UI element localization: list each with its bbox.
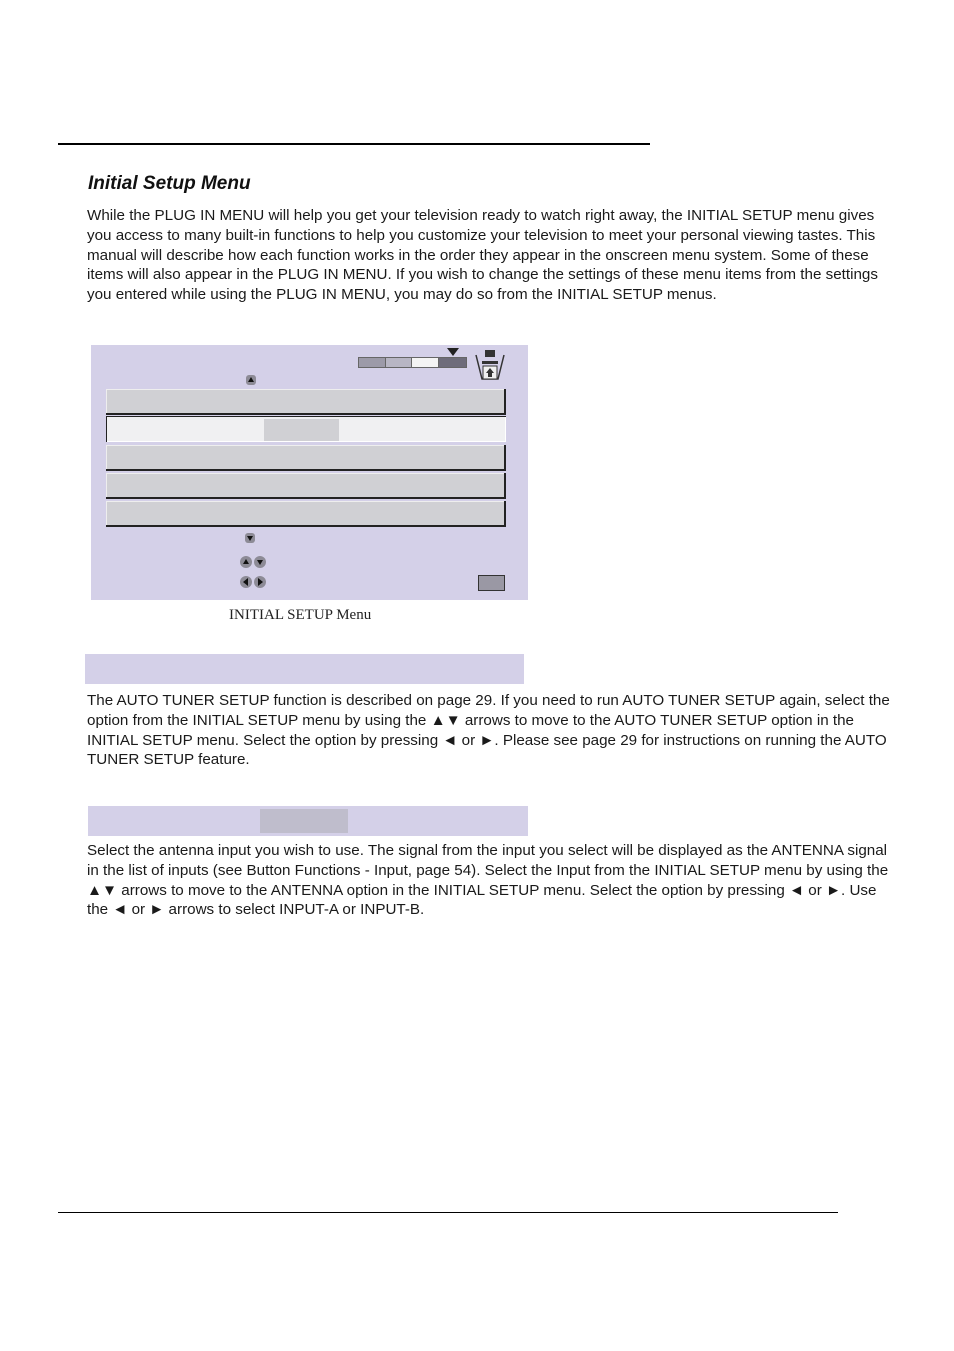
auto-tuner-setup-header-bar — [85, 654, 524, 684]
menu-row — [106, 473, 506, 499]
up-arrow-icon — [240, 556, 252, 568]
left-arrow-icon — [240, 576, 252, 588]
menu-row — [106, 501, 506, 527]
exit-button-icon — [478, 575, 505, 591]
page-title: Initial Setup Menu — [88, 173, 251, 194]
menu-tab-slot — [385, 357, 412, 368]
scroll-up-icon — [246, 375, 256, 385]
antenna-value-highlight — [260, 809, 348, 833]
antenna-header-bar — [88, 806, 528, 836]
menu-row-selected — [106, 416, 506, 442]
top-rule — [58, 143, 650, 145]
right-arrow-icon — [254, 576, 266, 588]
scroll-down-icon — [245, 533, 255, 543]
down-arrow-icon — [254, 556, 266, 568]
position-marker-icon — [447, 348, 459, 356]
bottom-rule — [58, 1212, 838, 1213]
menu-row — [106, 445, 506, 471]
menu-tab-slot — [411, 357, 439, 368]
menu-row — [106, 389, 506, 415]
intro-paragraph: While the PLUG IN MENU will help you get your television ready to watch right away, the INITIAL SETUP menu gives you access to many built-in functions to help you customize your television to meet your personal viewing tastes. This manual will describe how each function works in the order they appear in the onscreen menu system. Some of these items will also appear in the PLUG IN MENU. If you wish to change the settings of these menu items from the settings you entered while using the PLUG IN MENU, you may do so from the INITIAL SETUP menus. — [87, 207, 878, 304]
antenna-paragraph: Select the antenna input you wish to use. The signal from the input you select will be displayed as the ANTENNA signal in the list of inputs (see Button Functions - Input, page 54). Select the Input from the INITIAL SETUP menu by using the ▲▼ arrows to move to the ANTENNA option in the INITIAL SETUP menu. Select the option by pressing ◄ or ►. Use the ◄ or ► arrows to select INPUT-A or INPUT-B. — [87, 842, 889, 919]
menu-tab-slot — [358, 357, 386, 368]
menu-tab-slot — [438, 357, 467, 368]
menu-logo-icon — [474, 349, 506, 383]
figure-caption: INITIAL SETUP Menu — [229, 607, 372, 623]
menu-row-value-highlight — [264, 419, 339, 441]
auto-tuner-paragraph: The AUTO TUNER SETUP function is described on page 29. If you need to run AUTO TUNER SETUP again, select the option from the INITIAL SETUP menu by using the ▲▼ arrows to move to the AUTO TUNER SETUP option in the INITIAL SETUP menu. Select the option by pressing ◄ or ►. Please see page 29 for instructions on running the AUTO TUNER SETUP feature. — [87, 692, 890, 769]
initial-setup-menu-screenshot — [91, 345, 528, 600]
